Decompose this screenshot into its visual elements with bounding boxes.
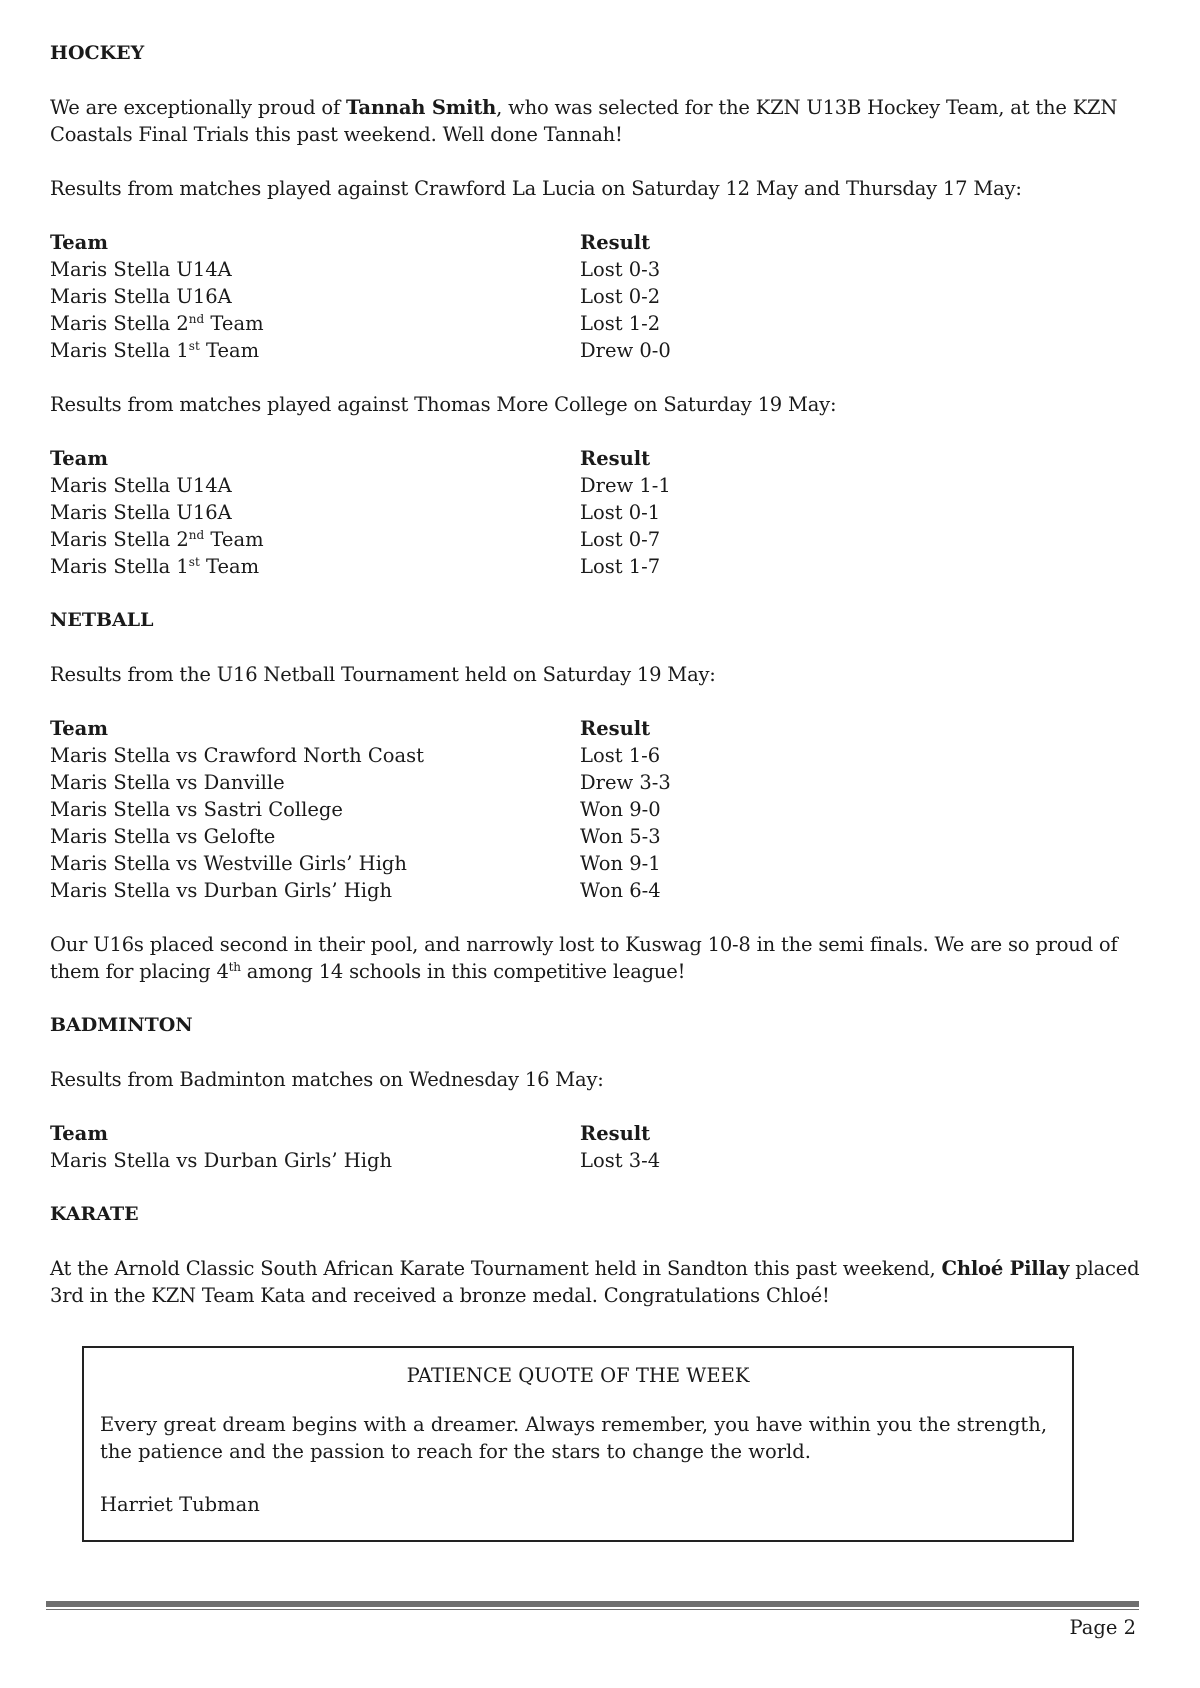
- page-number: Page 2: [1069, 1616, 1136, 1639]
- badminton-heading: BADMINTON: [50, 1014, 193, 1036]
- table-row: [50, 850, 1150, 877]
- hockey-results-table-2: [50, 445, 1150, 580]
- team-cell: Maris Stella vs Durban Girls’ High: [50, 1149, 393, 1172]
- table-row: [50, 877, 1150, 904]
- table-row: [50, 742, 1150, 769]
- hockey-player-name: Tannah Smith: [345, 96, 497, 119]
- result-cell: Lost 0-3: [580, 258, 661, 281]
- badminton-caption: Results from Badminton matches on Wednesday 16 May:: [50, 1068, 604, 1091]
- ordinal-suffix: st: [188, 555, 200, 569]
- team-cell-text-end: Team: [199, 339, 260, 362]
- table-row: [50, 310, 1150, 337]
- team-cell: Maris Stella vs Danville: [50, 771, 285, 794]
- table-row: [50, 553, 1150, 580]
- ordinal-suffix: nd: [188, 528, 205, 542]
- team-cell-text: Maris Stella 1: [50, 555, 189, 578]
- netball-heading: NETBALL: [50, 609, 154, 631]
- karate-text-start: At the Arnold Classic South African Karate Tournament held in Sandton this past weekend,: [50, 1257, 942, 1280]
- team-cell-text-end: Team: [199, 555, 260, 578]
- team-cell-text: Maris Stella 1: [50, 339, 189, 362]
- netball-summary-text-end: among 14 schools in this competitive league!: [240, 960, 686, 983]
- col-result-header: Result: [580, 231, 651, 254]
- result-cell: Drew 3-3: [580, 771, 671, 794]
- badminton-results-table: [50, 1120, 1150, 1174]
- team-cell: Maris Stella vs Gelofte: [50, 825, 276, 848]
- quote-of-the-week-box: [82, 1346, 1074, 1542]
- quote-author: Harriet Tubman: [100, 1493, 260, 1516]
- table-row: [50, 796, 1150, 823]
- result-cell: Lost 1-6: [580, 744, 661, 767]
- table-row: [50, 337, 1150, 364]
- result-cell: Drew 0-0: [580, 339, 671, 362]
- team-cell: Maris Stella vs Westville Girls’ High: [50, 852, 407, 875]
- result-cell: Lost 3-4: [580, 1149, 661, 1172]
- ordinal-suffix: st: [188, 339, 200, 353]
- team-cell: Maris Stella vs Durban Girls’ High: [50, 879, 393, 902]
- team-cell-text-end: Team: [204, 528, 264, 551]
- hockey-intro-text: We are exceptionally proud of: [50, 96, 346, 119]
- col-team-header: Team: [50, 231, 108, 254]
- table-row: [50, 823, 1150, 850]
- table-header-row: [50, 715, 1150, 742]
- hockey-intro: [50, 94, 1150, 148]
- col-team-header: Team: [50, 1122, 108, 1145]
- result-cell: Won 9-1: [580, 852, 661, 875]
- result-cell: Lost 1-2: [580, 312, 661, 335]
- team-cell: [50, 553, 580, 580]
- quote-text: Every great dream begins with a dreamer. Always remember, you have within you the strength, the patience and the passion to reach for the stars to change the world.: [100, 1413, 1048, 1463]
- result-cell: Lost 0-1: [580, 501, 661, 524]
- team-cell: Maris Stella U14A: [50, 474, 232, 497]
- result-cell: Lost 0-7: [580, 528, 661, 551]
- col-team-header: Team: [50, 447, 108, 470]
- result-cell: Won 6-4: [580, 879, 661, 902]
- netball-caption: Results from the U16 Netball Tournament held on Saturday 19 May:: [50, 663, 716, 686]
- netball-summary: [50, 931, 1150, 985]
- footer-divider-thin: [46, 1609, 1139, 1610]
- karate-text: [50, 1255, 1150, 1309]
- team-cell: Maris Stella U14A: [50, 258, 232, 281]
- ordinal-suffix: th: [228, 960, 241, 974]
- table-row: [50, 526, 1150, 553]
- team-cell: Maris Stella U16A: [50, 501, 232, 524]
- team-cell-text: Maris Stella 2: [50, 528, 189, 551]
- table-row: [50, 256, 1150, 283]
- team-cell: Maris Stella U16A: [50, 285, 232, 308]
- team-cell-text-end: Team: [204, 312, 264, 335]
- col-result-header: Result: [580, 447, 651, 470]
- table-header-row: [50, 229, 1150, 256]
- team-cell: [50, 337, 580, 364]
- team-cell: [50, 526, 580, 553]
- karate-text-end: placed 3rd in the KZN Team Kata and received a bronze medal. Congratulations Chloé!: [50, 1257, 1140, 1307]
- result-cell: Won 5-3: [580, 825, 661, 848]
- team-cell: [50, 310, 580, 337]
- quote-title: PATIENCE QUOTE OF THE WEEK: [406, 1364, 750, 1387]
- footer-divider: [46, 1601, 1139, 1607]
- ordinal-suffix: nd: [188, 312, 205, 326]
- team-cell: Maris Stella vs Sastri College: [50, 798, 343, 821]
- table-row: [50, 499, 1150, 526]
- col-result-header: Result: [580, 1122, 651, 1145]
- team-cell-text: Maris Stella 2: [50, 312, 189, 335]
- karate-heading: KARATE: [50, 1203, 139, 1225]
- karate-athlete-name: Chloé Pillay: [941, 1257, 1070, 1280]
- table-row: [50, 1147, 1150, 1174]
- col-team-header: Team: [50, 717, 108, 740]
- result-cell: Lost 0-2: [580, 285, 661, 308]
- hockey-intro-text-end: , who was selected for the KZN U13B Hockey Team, at the KZN Coastals Final Trials this past weekend. Well done Tannah!: [50, 96, 1118, 146]
- netball-summary-text: Our U16s placed second in their pool, and narrowly lost to Kuswag 10-8 in the semi finals. We are so proud of them for placing 4: [50, 933, 1118, 983]
- hockey-results-table-1: [50, 229, 1150, 364]
- result-cell: Won 9-0: [580, 798, 661, 821]
- hockey-heading: HOCKEY: [50, 42, 145, 64]
- result-cell: Drew 1-1: [580, 474, 671, 497]
- hockey-table2-caption: Results from matches played against Thomas More College on Saturday 19 May:: [50, 393, 837, 416]
- table-row: [50, 472, 1150, 499]
- table-header-row: [50, 445, 1150, 472]
- hockey-table1-caption: Results from matches played against Crawford La Lucia on Saturday 12 May and Thursday 17 May:: [50, 177, 1022, 200]
- newsletter-page: [50, 40, 1150, 1336]
- col-result-header: Result: [580, 717, 651, 740]
- table-row: [50, 769, 1150, 796]
- netball-results-table: [50, 715, 1150, 904]
- team-cell: Maris Stella vs Crawford North Coast: [50, 744, 424, 767]
- table-header-row: [50, 1120, 1150, 1147]
- table-row: [50, 283, 1150, 310]
- result-cell: Lost 1-7: [580, 555, 661, 578]
